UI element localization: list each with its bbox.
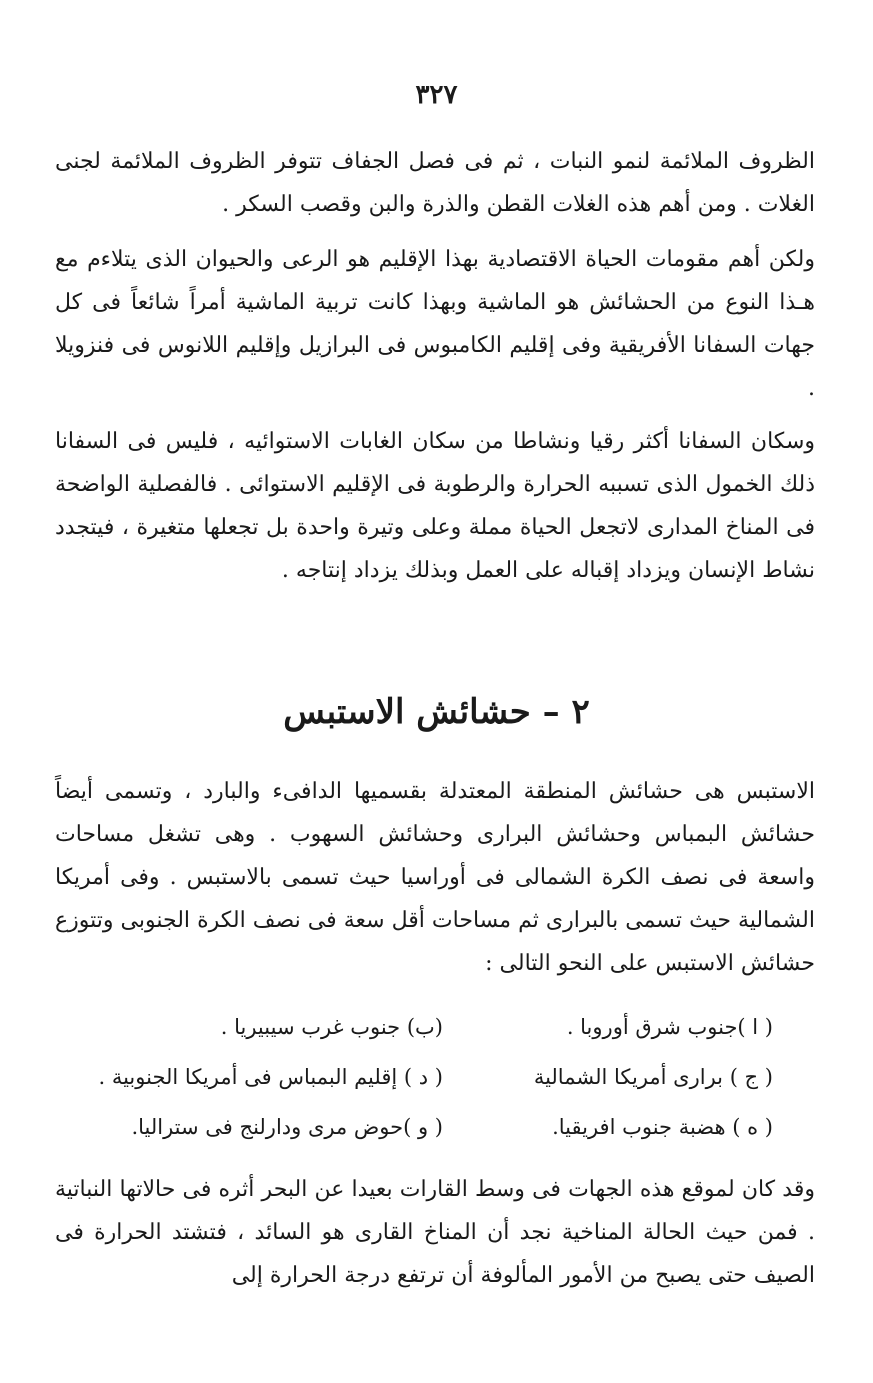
region-item: ( ج ) برارى أمريكا الشمالية xyxy=(533,1065,773,1089)
regions-list xyxy=(98,1002,773,1152)
region-item: ( د ) إقليم البمباس فى أمريكا الجنوبية . xyxy=(98,1065,443,1089)
paragraph-livestock: ولكن أهم مقومات الحياة الاقتصادية بهذا الإقليم هو الرعى والحيوان الذى يتلاءم مع هـذا النوع من الحشائش هو الماشية وبهذا كانت تربية الماشية أمراً شائعاً فى كل جهات السفانا الأفريقية وفى إقليم الكامبوس فى البرازيل وإقليم اللانوس فى فنزويلا . xyxy=(55,247,815,401)
region-item: ( و )حوض مرى ودارلنج فى ستراليا. xyxy=(131,1115,443,1139)
paragraph-crops: الظروف الملائمة لنمو النبات ، ثم فى فصل الجفاف تتوفر الظروف الملائمة لجنى الغلات . ومن أهم هذه الغلات القطن والذرة والبن وقصب السكر . xyxy=(55,149,815,217)
paragraph-inhabitants: وسكان السفانا أكثر رقيا ونشاطا من سكان الغابات الاستوائيه ، فليس فى السفانا ذلك الخمول الذى تسببه الحرارة والرطوبة فى الإقليم الاستوائى . فالفصلية الواضحة فى المناخ المدارى لاتجعل الحياة مملة وعلى وتيرة واحدة بل تجعلها متغيرة ، فيتجدد نشاط الإنسان ويزداد إقباله على العمل وبذلك يزداد إنتاجه . xyxy=(55,429,815,583)
page-number: ٣٢٧ xyxy=(415,80,458,110)
regions-row xyxy=(133,1002,773,1052)
region-item: ( ه ) هضبة جنوب افريقيا. xyxy=(552,1115,773,1139)
section-heading: ٢ – حشائش الاستبس xyxy=(283,692,590,732)
region-item: (ب) جنوب غرب سيبيريا . xyxy=(220,1015,443,1039)
regions-row xyxy=(133,1102,773,1152)
region-item: ( ا )جنوب شرق أوروبا . xyxy=(566,1015,773,1039)
regions-row xyxy=(98,1052,773,1102)
paragraph-steppe-intro: الاستبس هى حشائش المنطقة المعتدلة بقسميها الدافىء والبارد ، وتسمى أيضاً حشائش البمباس وحشائش البرارى وحشائش السهوب . وهى تشغل مساحات واسعة فى نصف الكرة الشمالى فى أوراسيا حيث تسمى بالاستبس . وفى أمريكا الشمالية حيث تسمى بالبرارى ثم مساحات أقل سعة فى نصف الكرة الجنوبى وتتوزع حشائش الاستبس على النحو التالى : xyxy=(55,779,815,976)
paragraph-climate: وقد كان لموقع هذه الجهات فى وسط القارات بعيدا عن البحر أثره فى حالاتها النباتية . فمن حيث الحالة المناخية نجد أن المناخ القارى هو السائد ، فتشتد الحرارة فى الصيف حتى يصبح من الأمور المألوفة أن ترتفع درجة الحرارة إلى xyxy=(55,1177,815,1288)
